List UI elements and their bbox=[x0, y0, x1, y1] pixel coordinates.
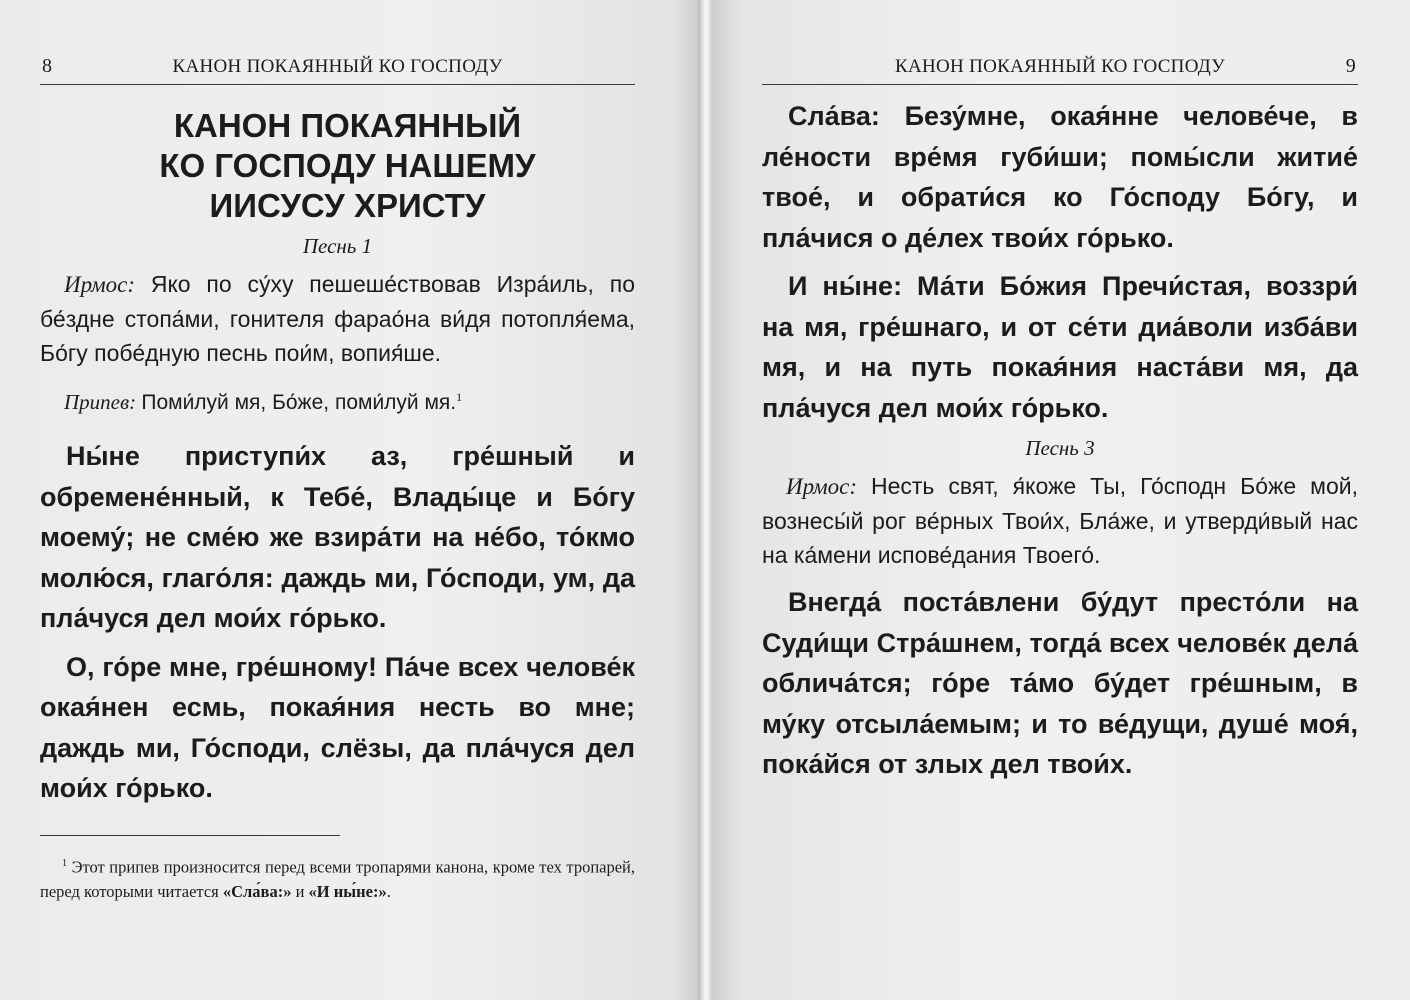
troparion: Ны́не приступи́х аз, гре́шный и обремене́нный, к Тебе́, Влады́це и Бо́гу моему́; не сме́ю же взира́ти на не́бо, то́кмо молю́ся, глаго́ля: даждь ми, Го́споди, ум, да пла́чуся дел мои́х го́рько. bbox=[40, 441, 635, 633]
page-body bbox=[40, 96, 635, 920]
page-number: 9 bbox=[1345, 55, 1356, 77]
troparion-theotokion: И ны́не: Ма́ти Бо́жия Пречи́стая, воззри́ на мя, гре́шнаго, и от се́ти диа́воли изба́ви мя, и на путь покая́ния наста́ви мя, да пла́чуся дел мои́х го́рько. bbox=[762, 271, 1358, 423]
irmos-text: Несть свят, я́коже Ты, Го́сподн Бо́же мой, вознесы́й рог ве́рных Твои́х, Бла́же, и утверди́вый нас на ка́мени испове́дания Твоего́. bbox=[762, 473, 1358, 568]
footnote-now: «И ны́не:» bbox=[308, 881, 387, 901]
title-line: КАНОН ПОКАЯННЫЙ bbox=[173, 107, 522, 144]
page-header bbox=[40, 48, 635, 85]
footnote-number: 1 bbox=[62, 858, 67, 869]
footnote-text: Этот припев произносится перед всеми тропарями канона, кроме тех тропарей, перед которыми читается bbox=[40, 857, 635, 901]
running-title: КАНОН ПОКАЯННЫЙ КО ГОСПОДУ bbox=[172, 56, 503, 77]
irmos-text: Яко по су́ху пешеше́ствовав Изра́иль, по бе́здне стопа́ми, гонителя фарао́на ви́дя потопля́ема, Бо́гу побе́дную песнь пои́м, вопия́ше. bbox=[40, 271, 635, 366]
canon-title bbox=[40, 106, 635, 226]
running-title: КАНОН ПОКАЯННЫЙ КО ГОСПОДУ bbox=[894, 56, 1226, 77]
footnote-divider bbox=[40, 835, 340, 836]
refrain-text: Поми́луй мя, Бо́же, поми́луй мя. bbox=[141, 391, 457, 414]
left-page bbox=[0, 0, 700, 1000]
page-number: 8 bbox=[42, 55, 53, 77]
irmos-paragraph bbox=[40, 267, 635, 370]
footnote-end: . bbox=[386, 881, 391, 901]
troparion: О, го́ре мне, гре́шному! Па́че всех челове́к окая́нен есмь, покая́ния несть во мне; даждь ми, Го́споди, слёзы, да пла́чуся дел мои́х го́рько. bbox=[40, 651, 635, 803]
footnote-marker: 1 bbox=[456, 390, 463, 404]
troparion-glory: Сла́ва: Безу́мне, окая́нне челове́че, в ле́ности вре́мя губи́ши; помы́сли житие́ твое́, и обрати́ся ко Го́споду Бо́гу, и пла́чися о де́лех твои́х го́рько. bbox=[762, 101, 1358, 253]
title-line: КО ГОСПОДУ НАШЕМУ bbox=[159, 147, 536, 184]
footnote-conj: и bbox=[291, 881, 309, 901]
right-page bbox=[712, 0, 1410, 1000]
song-heading: Песнь 3 bbox=[1025, 436, 1095, 460]
page-body bbox=[762, 96, 1358, 793]
irmos-paragraph bbox=[762, 469, 1358, 572]
page-header bbox=[762, 48, 1358, 85]
footnote-glory: «Сла́ва:» bbox=[222, 881, 292, 901]
title-line: ИИСУСУ ХРИСТУ bbox=[209, 187, 486, 224]
song-heading: Песнь 1 bbox=[302, 234, 373, 258]
footnote bbox=[40, 852, 635, 904]
troparion: Внегда́ поста́влени бу́дут престо́ли на Суди́щи Стра́шнем, тогда́ всех челове́к дела́ облича́тся; го́ре та́мо бу́дет гре́шным, в му́ку отсыла́емым; и то ве́дущи, душе́ моя́, пока́йся от злых дел твои́х. bbox=[762, 587, 1358, 779]
irmos-label: Ирмос: bbox=[786, 474, 858, 499]
irmos-label: Ирмос: bbox=[64, 272, 136, 297]
refrain-label: Припев: bbox=[64, 390, 137, 414]
refrain-paragraph bbox=[40, 382, 635, 418]
